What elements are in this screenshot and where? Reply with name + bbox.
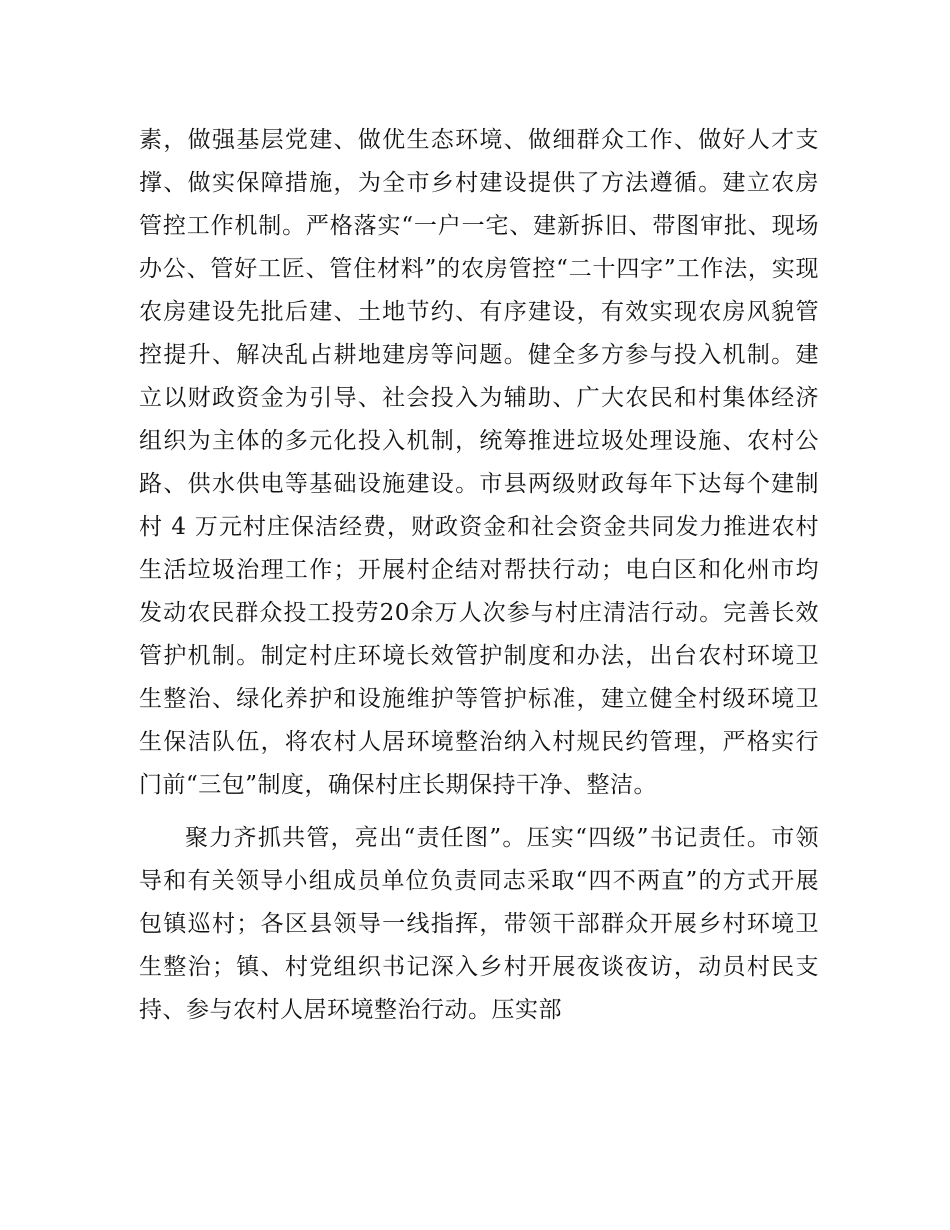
paragraph-responsibility: 聚力齐抓共管，亮出“责任图”。压实“四级”书记责任。市领导和有关领导小组成员单位负责同志采取“四不两直”的方式开展包镇巡村；各区县领导一线指挥，带领干部群众开展乡村环境卫生整治；镇、村党组织书记深入乡村开展夜谈夜访，动员村民支持、参与农村人居环境整治行动。压实部 [139, 825, 819, 1023]
paragraph-continued: 素，做强基层党建、做优生态环境、做细群众工作、做好人才支撑、做实保障措施，为全市乡村建设提供了方法遵循。建立农房管控工作机制。严格落实“一户一宅、建新拆旧、带图审批、现场办公、管好工匠、管住材料”的农房管控“二十四字”工作法，实现农房建设先批后建、土地节约、有序建设，有效实现农房风貌管控提升、解决乱占耕地建房等问题。健全多方参与投入机制。建立以财政资金为引导、社会投入为辅助、广大农民和村集体经济组织为主体的多元化投入机制，统筹推进垃圾处理设施、农村公路、供水供电等基础设施建设。市县两级财政每年下达每个建制村 4 万元村庄保洁经费，财政资金和社会资金共同发力推进农村生活垃圾治理工作；开展村企结对帮扶行动；电白区和化州市均发动农民群众投工投劳20余万人次参与村庄清洁行动。完善长效管护机制。制定村庄环境长效管护制度和办法，出台农村环境卫生整治、绿化养护和设施维护等管护标准，建立健全村级环境卫生保洁队伍，将农村人居环境整治纳入村规民约管理，严格实行门前“三包”制度，确保村庄长期保持干净、整洁。 [139, 127, 819, 798]
document-body [139, 119, 819, 1032]
